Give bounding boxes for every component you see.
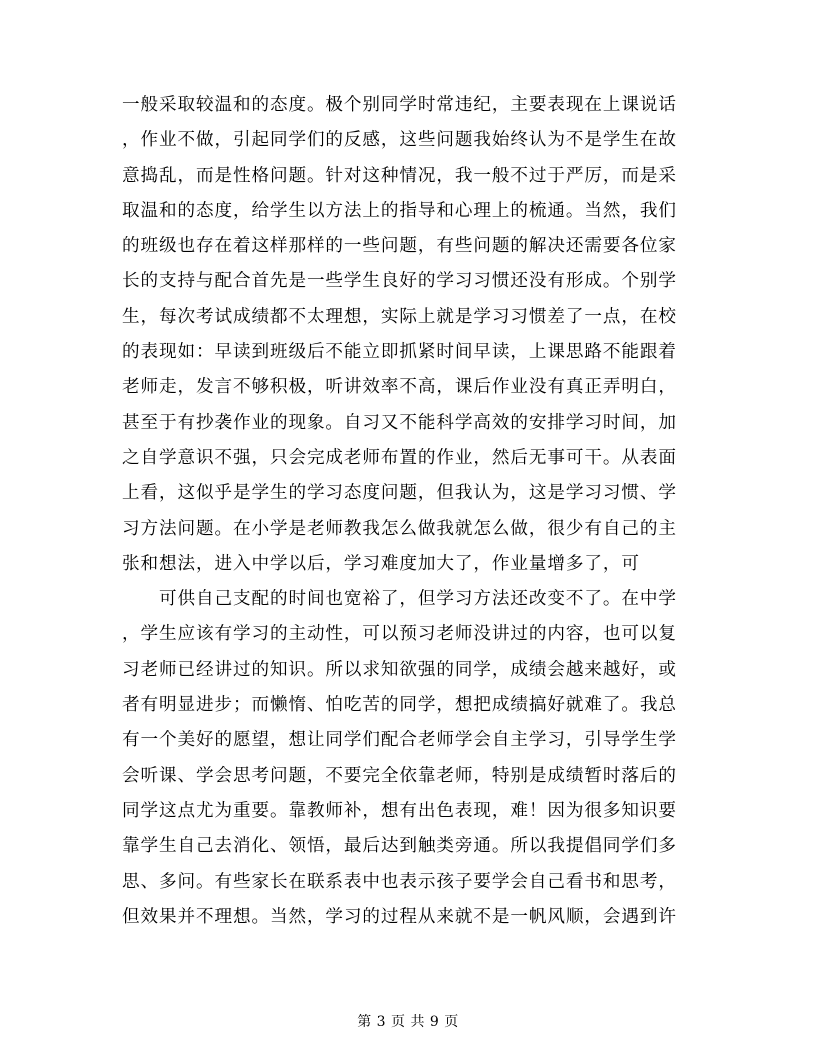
- text-line: 张和想法，进入中学以后，学习难度加大了，作业量增多了，可: [122, 553, 640, 574]
- document-body: [122, 88, 694, 935]
- text-line: 老师走，发言不够积极，听讲效率不高，课后作业没有真正弄明白，: [122, 377, 677, 398]
- text-line: 取温和的态度，给学生以方法上的指导和心理上的梳通。当然，我们: [122, 200, 677, 221]
- text-line: 之自学意识不强，只会完成老师布置的作业，然后无事可干。从表面: [122, 447, 677, 468]
- text-line: 甚至于有抄袭作业的现象。自习又不能科学高效的安排学习时间，加: [122, 412, 677, 433]
- text-line: 生，每次考试成绩都不太理想，实际上就是学习习惯差了一点，在校: [122, 306, 677, 327]
- text-line: 有一个美好的愿望，想让同学们配合老师学会自主学习，引导学生学: [122, 730, 677, 751]
- text-line: ，学生应该有学习的主动性，可以预习老师没讲过的内容，也可以复: [122, 624, 677, 645]
- text-line: 靠学生自己去消化、领悟，最后达到触类旁通。所以我提倡同学们多: [122, 836, 677, 857]
- text-line: 会听课、学会思考问题，不要完全依靠老师，特别是成绩暂时落后的: [122, 765, 677, 786]
- text-line: 同学这点尤为重要。靠教师补，想有出色表现，难！因为很多知识要: [122, 800, 677, 821]
- text-line: 者有明显进步；而懒惰、怕吃苦的同学，想把成绩搞好就难了。我总: [122, 695, 677, 716]
- text-line: 的表现如：早读到班级后不能立即抓紧时间早读，上课思路不能跟着: [122, 342, 677, 363]
- text-line: 习方法问题。在小学是老师教我怎么做我就怎么做，很少有自己的主: [122, 518, 677, 539]
- text-line: 一般采取较温和的态度。极个别同学时常违纪，主要表现在上课说话: [122, 95, 677, 115]
- text-line: 习老师已经讲过的知识。所以求知欲强的同学，成绩会越来越好，或: [122, 659, 677, 680]
- text-line: ，作业不做，引起同学们的反感，这些问题我始终认为不是学生在故: [122, 130, 677, 151]
- text-line: 意捣乱，而是性格问题。针对这种情况，我一般不过于严厉，而是采: [122, 165, 677, 186]
- text-line: 思、多问。有些家长在联系表中也表示孩子要学会自己看书和思考，: [122, 871, 677, 892]
- text-line: 的班级也存在着这样那样的一些问题，有些问题的解决还需要各位家: [122, 236, 677, 257]
- text-line: 可供自己支配的时间也宽裕了，但学习方法还改变不了。在中学: [122, 589, 677, 610]
- text-line: 但效果并不理想。当然，学习的过程从来就不是一帆风顺，会遇到许: [122, 906, 677, 927]
- page-number-footer: 第 3 页 共 9 页: [357, 1014, 459, 1030]
- text-line: 长的支持与配合首先是一些学生良好的学习习惯还没有形成。个别学: [122, 271, 677, 292]
- text-line: 上看，这似乎是学生的学习态度问题，但我认为，这是学习习惯、学: [122, 483, 677, 504]
